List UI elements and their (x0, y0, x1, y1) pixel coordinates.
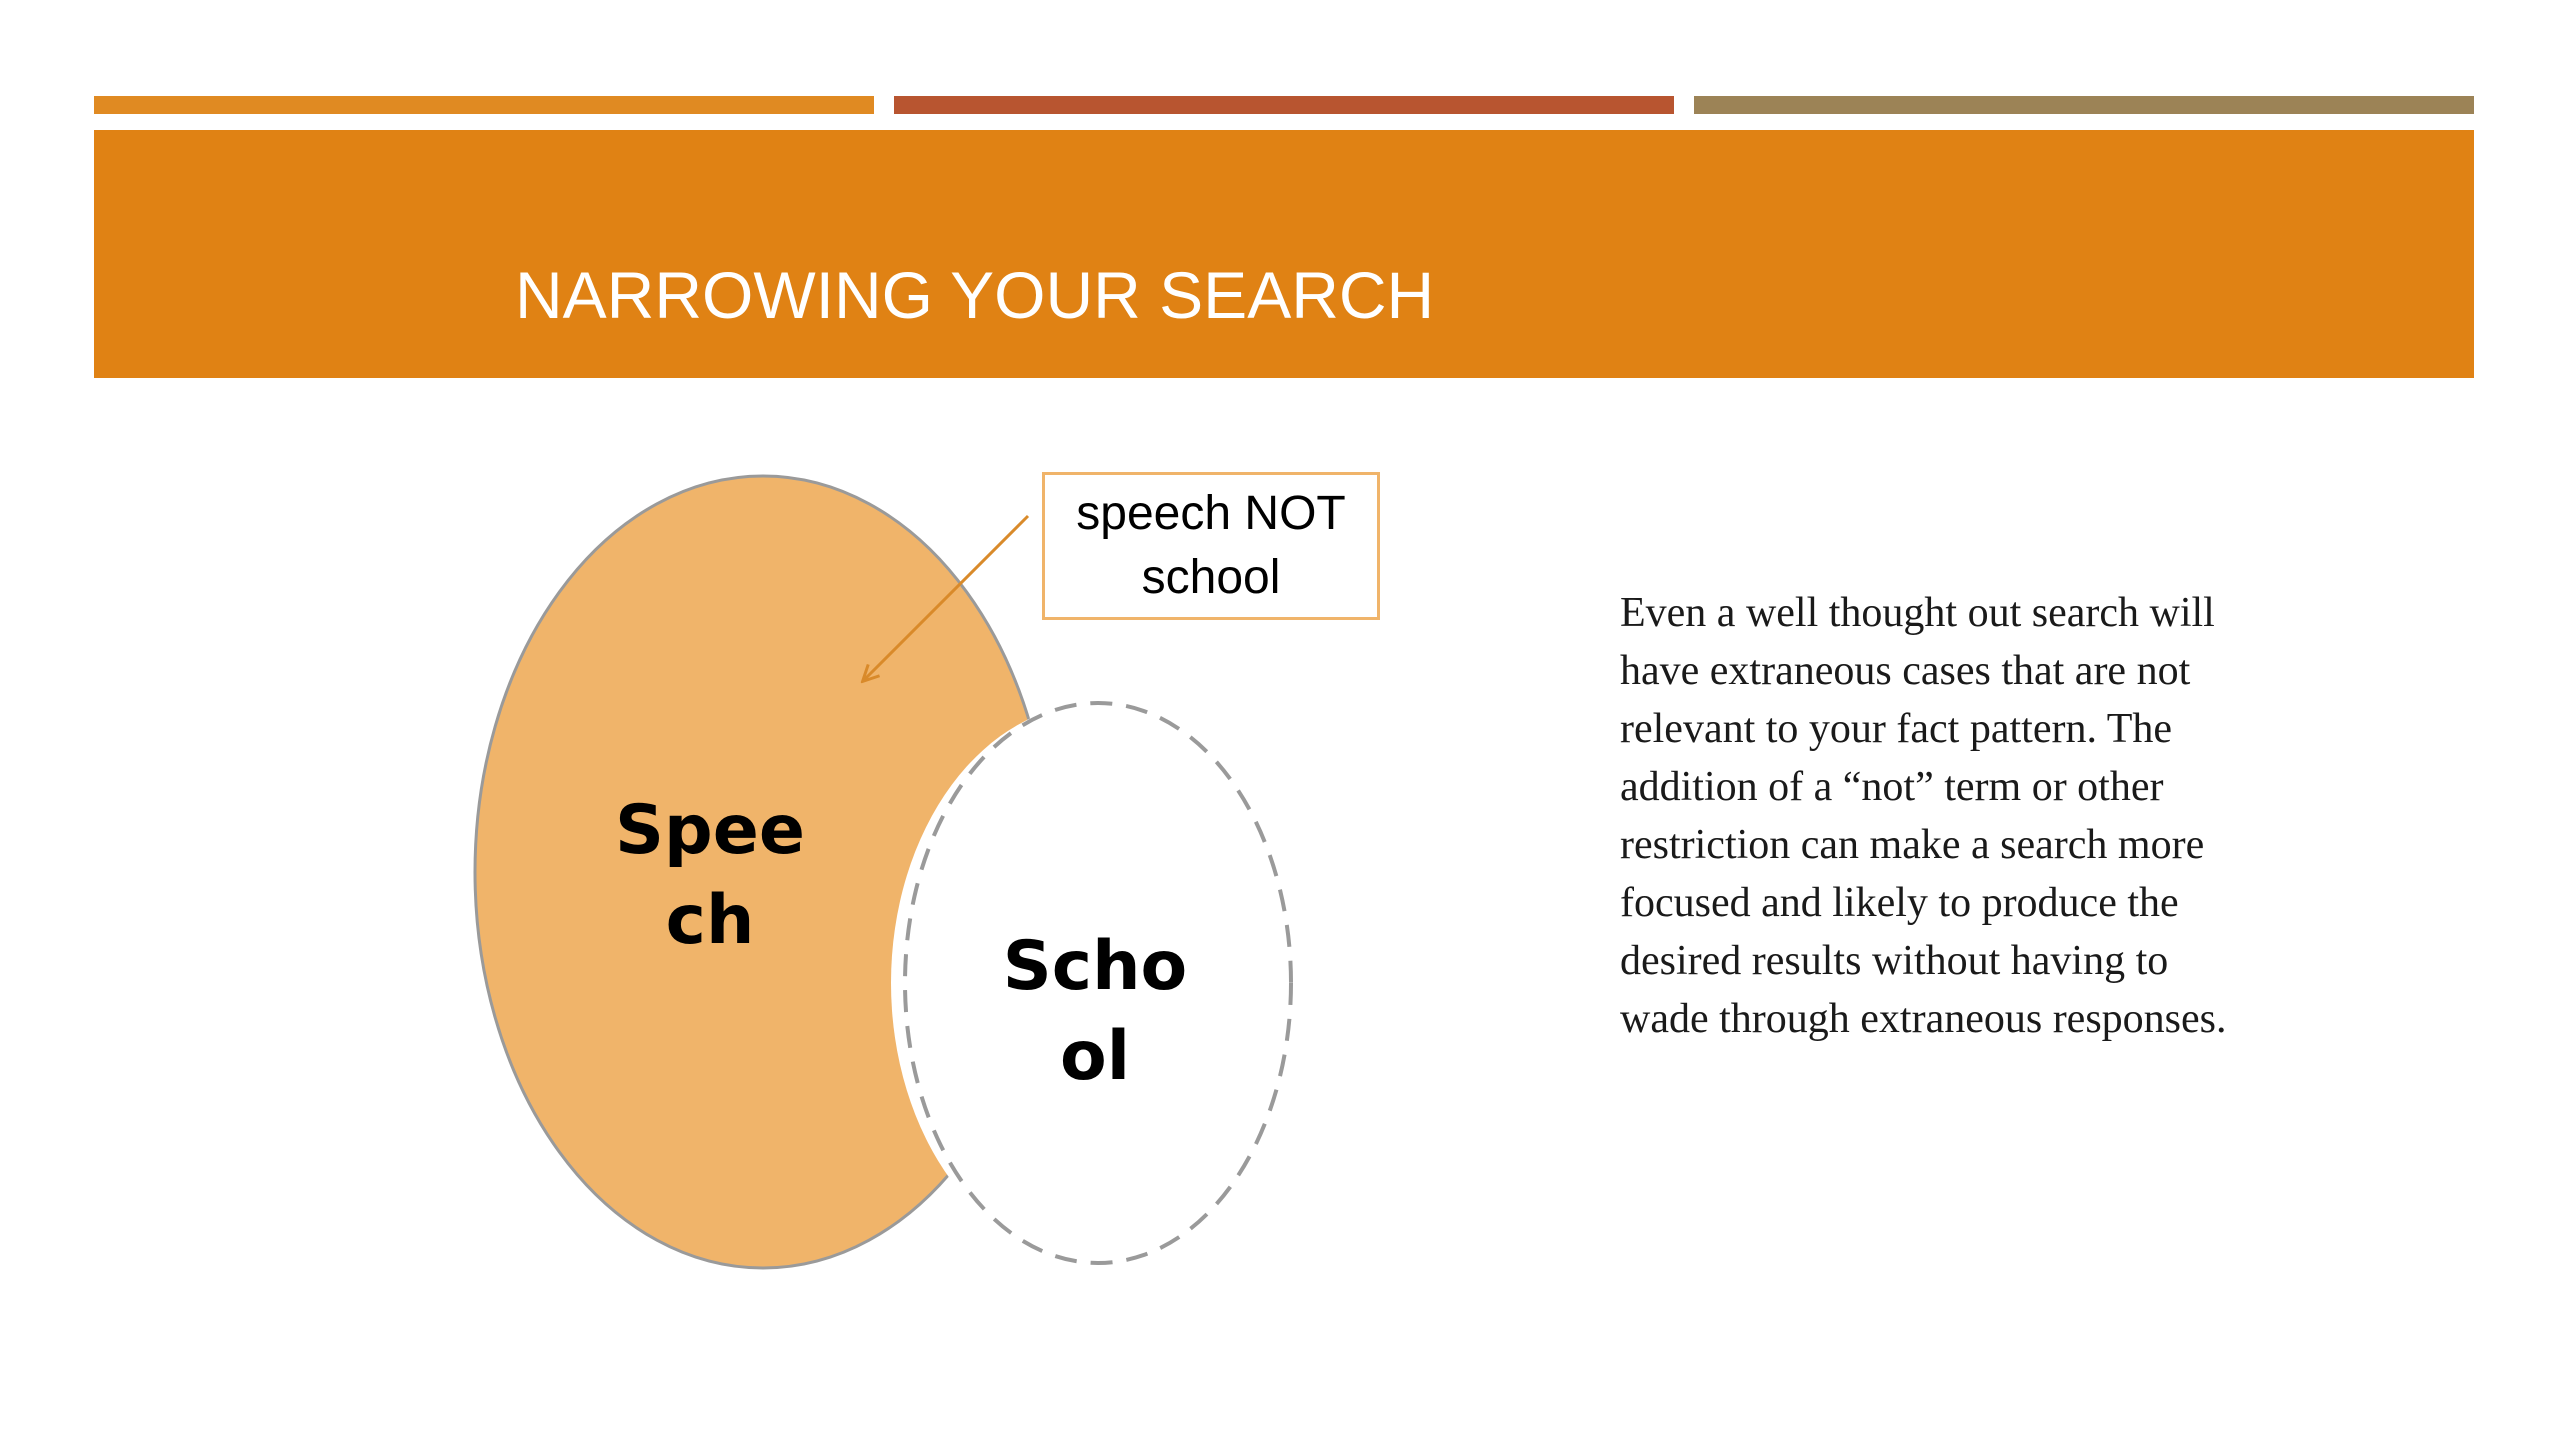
school-label (965, 922, 1225, 1102)
callout-line-2: school (1141, 551, 1281, 604)
school-label-line-2: ol (1059, 1017, 1131, 1096)
callout-line-1: speech NOT (1076, 487, 1346, 540)
speech-label-line-1: Spee (615, 791, 805, 870)
school-label-line-1: Scho (1002, 927, 1188, 1006)
body-paragraph: Even a well thought out search will have extraneous cases that are not relevant to your fact pattern. The addition of a “not” term or other restriction can make a search more focused and likely to produce the desired results without having to wade through extraneous responses. (1620, 590, 2227, 1042)
speech-label (580, 786, 840, 966)
callout-box (1042, 472, 1380, 620)
slide-title: NARROWING YOUR SEARCH (515, 258, 1435, 332)
speech-label-line-2: ch (665, 881, 755, 960)
